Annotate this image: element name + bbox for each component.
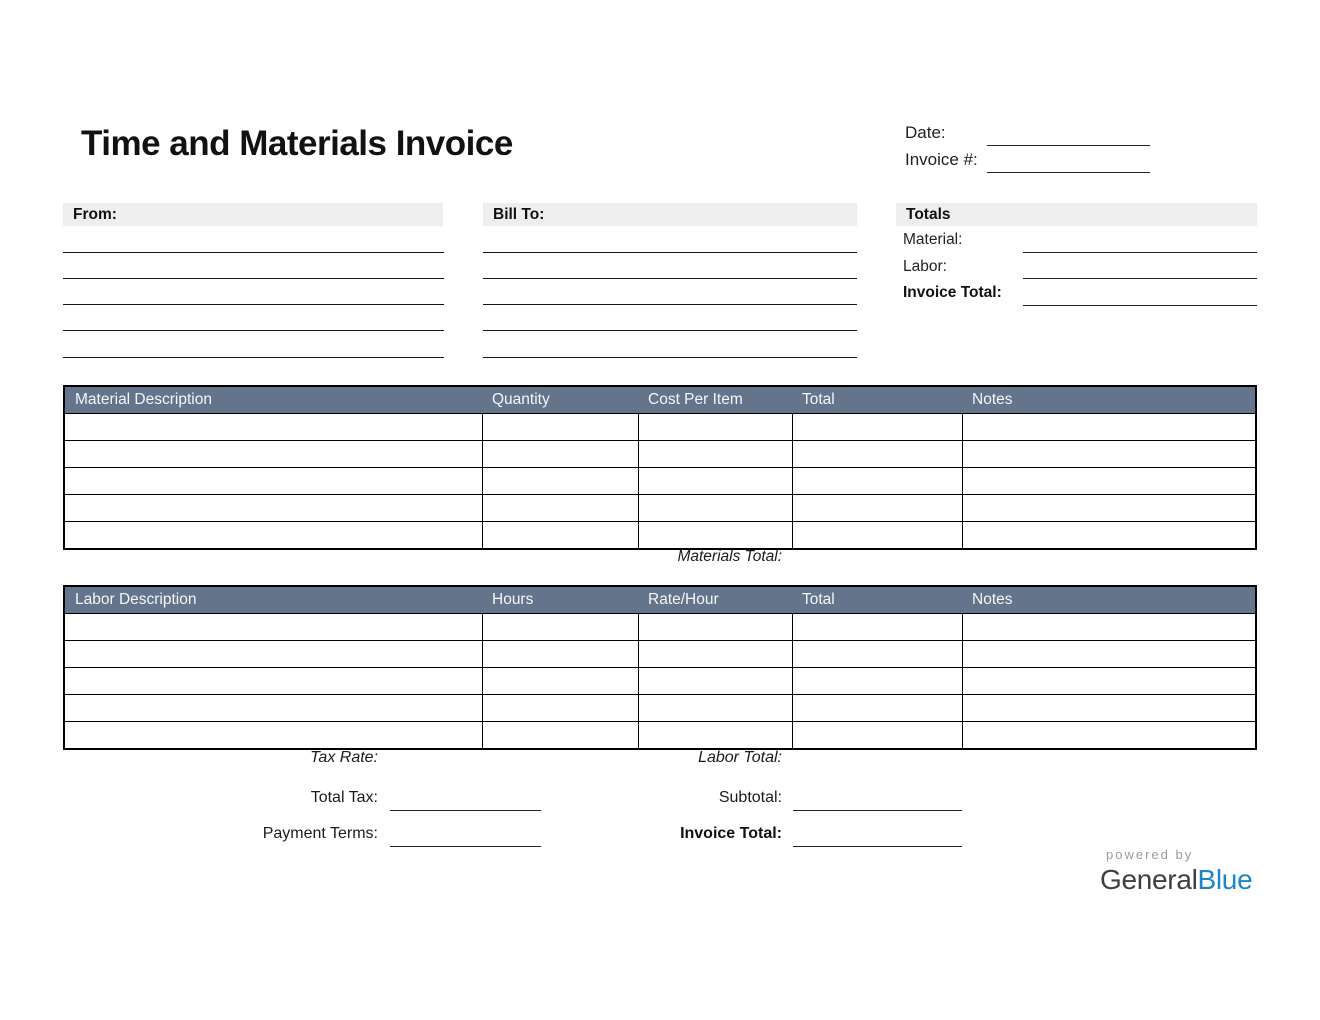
- bill-to-fill-line: [483, 251, 857, 253]
- column-header-total: Total: [802, 591, 835, 608]
- column-header-notes: Notes: [972, 591, 1013, 608]
- table-cell: [962, 522, 1255, 548]
- from-fill-line: [63, 303, 444, 305]
- table-cell: [962, 414, 1255, 440]
- column-header-total: Total: [802, 391, 835, 408]
- labor-table-row: [65, 613, 1255, 640]
- table-cell: [65, 695, 482, 721]
- invoice-number-fill-line: [987, 171, 1150, 173]
- table-cell: [482, 522, 638, 548]
- column-header-material-description: Material Description: [75, 391, 212, 408]
- summary-invoice-total-fill-line: [793, 845, 962, 847]
- totals-invoice-total-fill-line: [1023, 304, 1257, 306]
- table-cell: [65, 468, 482, 494]
- table-cell: [962, 441, 1255, 467]
- date-fill-line: [987, 144, 1150, 146]
- from-fill-line: [63, 329, 444, 331]
- labor-total-label: Labor Total:: [698, 749, 782, 766]
- table-cell: [962, 695, 1255, 721]
- table-cell: [482, 414, 638, 440]
- table-cell: [482, 495, 638, 521]
- logo-text-blue: Blue: [1197, 864, 1253, 895]
- bill-to-section-label: Bill To:: [493, 205, 545, 223]
- table-cell: [65, 722, 482, 748]
- from-fill-line: [63, 277, 444, 279]
- table-cell: [482, 441, 638, 467]
- summary-invoice-total-label: Invoice Total:: [680, 825, 782, 842]
- subtotal-fill-line: [793, 809, 962, 811]
- materials-table-header-row: [65, 387, 1255, 413]
- table-cell: [65, 441, 482, 467]
- table-cell: [65, 614, 482, 640]
- table-cell: [792, 468, 962, 494]
- totals-material-label: Material:: [903, 231, 963, 248]
- table-cell: [792, 441, 962, 467]
- materials-table-row: [65, 521, 1255, 548]
- bill-to-fill-line: [483, 303, 857, 305]
- bill-to-section-header: [483, 203, 857, 226]
- labor-table: [63, 585, 1257, 750]
- totals-material-fill-line: [1023, 251, 1257, 253]
- table-cell: [482, 468, 638, 494]
- materials-table-row: [65, 467, 1255, 494]
- bill-to-fill-line: [483, 356, 857, 358]
- labor-table-row: [65, 667, 1255, 694]
- table-cell: [638, 495, 792, 521]
- table-cell: [638, 522, 792, 548]
- table-cell: [638, 641, 792, 667]
- table-cell: [65, 414, 482, 440]
- table-cell: [962, 495, 1255, 521]
- from-fill-line: [63, 251, 444, 253]
- table-cell: [65, 522, 482, 548]
- table-cell: [482, 668, 638, 694]
- table-cell: [65, 495, 482, 521]
- column-header-rate-hour: Rate/Hour: [648, 591, 719, 608]
- table-cell: [638, 468, 792, 494]
- total-tax-fill-line: [390, 809, 541, 811]
- table-cell: [792, 614, 962, 640]
- date-label: Date:: [905, 123, 946, 142]
- table-cell: [962, 722, 1255, 748]
- from-section-header: [63, 203, 443, 226]
- totals-section-header: [896, 203, 1257, 226]
- table-cell: [962, 468, 1255, 494]
- labor-table-header-row: [65, 587, 1255, 613]
- materials-total-label: Materials Total:: [677, 548, 782, 565]
- page-title: Time and Materials Invoice: [81, 124, 513, 163]
- table-cell: [638, 722, 792, 748]
- labor-table-row: [65, 640, 1255, 667]
- labor-table-row: [65, 694, 1255, 721]
- materials-table-row: [65, 494, 1255, 521]
- table-cell: [638, 441, 792, 467]
- total-tax-label: Total Tax:: [310, 789, 378, 806]
- bill-to-fill-line: [483, 277, 857, 279]
- totals-invoice-total-label: Invoice Total:: [903, 284, 1002, 301]
- table-cell: [962, 668, 1255, 694]
- table-cell: [482, 614, 638, 640]
- totals-labor-label: Labor:: [903, 258, 947, 275]
- table-cell: [482, 695, 638, 721]
- invoice-number-label: Invoice #:: [905, 150, 978, 169]
- table-cell: [482, 722, 638, 748]
- table-cell: [962, 614, 1255, 640]
- general-blue-logo: [1100, 864, 1252, 896]
- table-cell: [482, 641, 638, 667]
- table-cell: [792, 495, 962, 521]
- table-cell: [792, 668, 962, 694]
- subtotal-label: Subtotal:: [718, 789, 782, 806]
- materials-table-row: [65, 440, 1255, 467]
- column-header-quantity: Quantity: [492, 391, 550, 408]
- tax-rate-label: Tax Rate:: [310, 749, 378, 766]
- table-cell: [65, 641, 482, 667]
- table-cell: [638, 414, 792, 440]
- payment-terms-label: Payment Terms:: [262, 825, 378, 842]
- table-cell: [792, 414, 962, 440]
- table-cell: [792, 695, 962, 721]
- column-header-notes: Notes: [972, 391, 1013, 408]
- from-section-label: From:: [73, 205, 117, 223]
- materials-table-row: [65, 413, 1255, 440]
- table-cell: [792, 522, 962, 548]
- table-cell: [638, 614, 792, 640]
- totals-section-label: Totals: [906, 205, 951, 223]
- table-cell: [792, 722, 962, 748]
- table-cell: [65, 668, 482, 694]
- from-fill-line: [63, 356, 444, 358]
- totals-labor-fill-line: [1023, 277, 1257, 279]
- column-header-cost-per-item: Cost Per Item: [648, 391, 743, 408]
- materials-table: [63, 385, 1257, 550]
- table-cell: [638, 668, 792, 694]
- column-header-labor-description: Labor Description: [75, 591, 197, 608]
- bill-to-fill-line: [483, 329, 857, 331]
- payment-terms-fill-line: [390, 845, 541, 847]
- labor-table-row: [65, 721, 1255, 748]
- powered-by-text: powered by: [1106, 847, 1194, 862]
- table-cell: [792, 641, 962, 667]
- table-cell: [638, 695, 792, 721]
- table-cell: [962, 641, 1255, 667]
- logo-text-general: General: [1100, 864, 1198, 895]
- column-header-hours: Hours: [492, 591, 534, 608]
